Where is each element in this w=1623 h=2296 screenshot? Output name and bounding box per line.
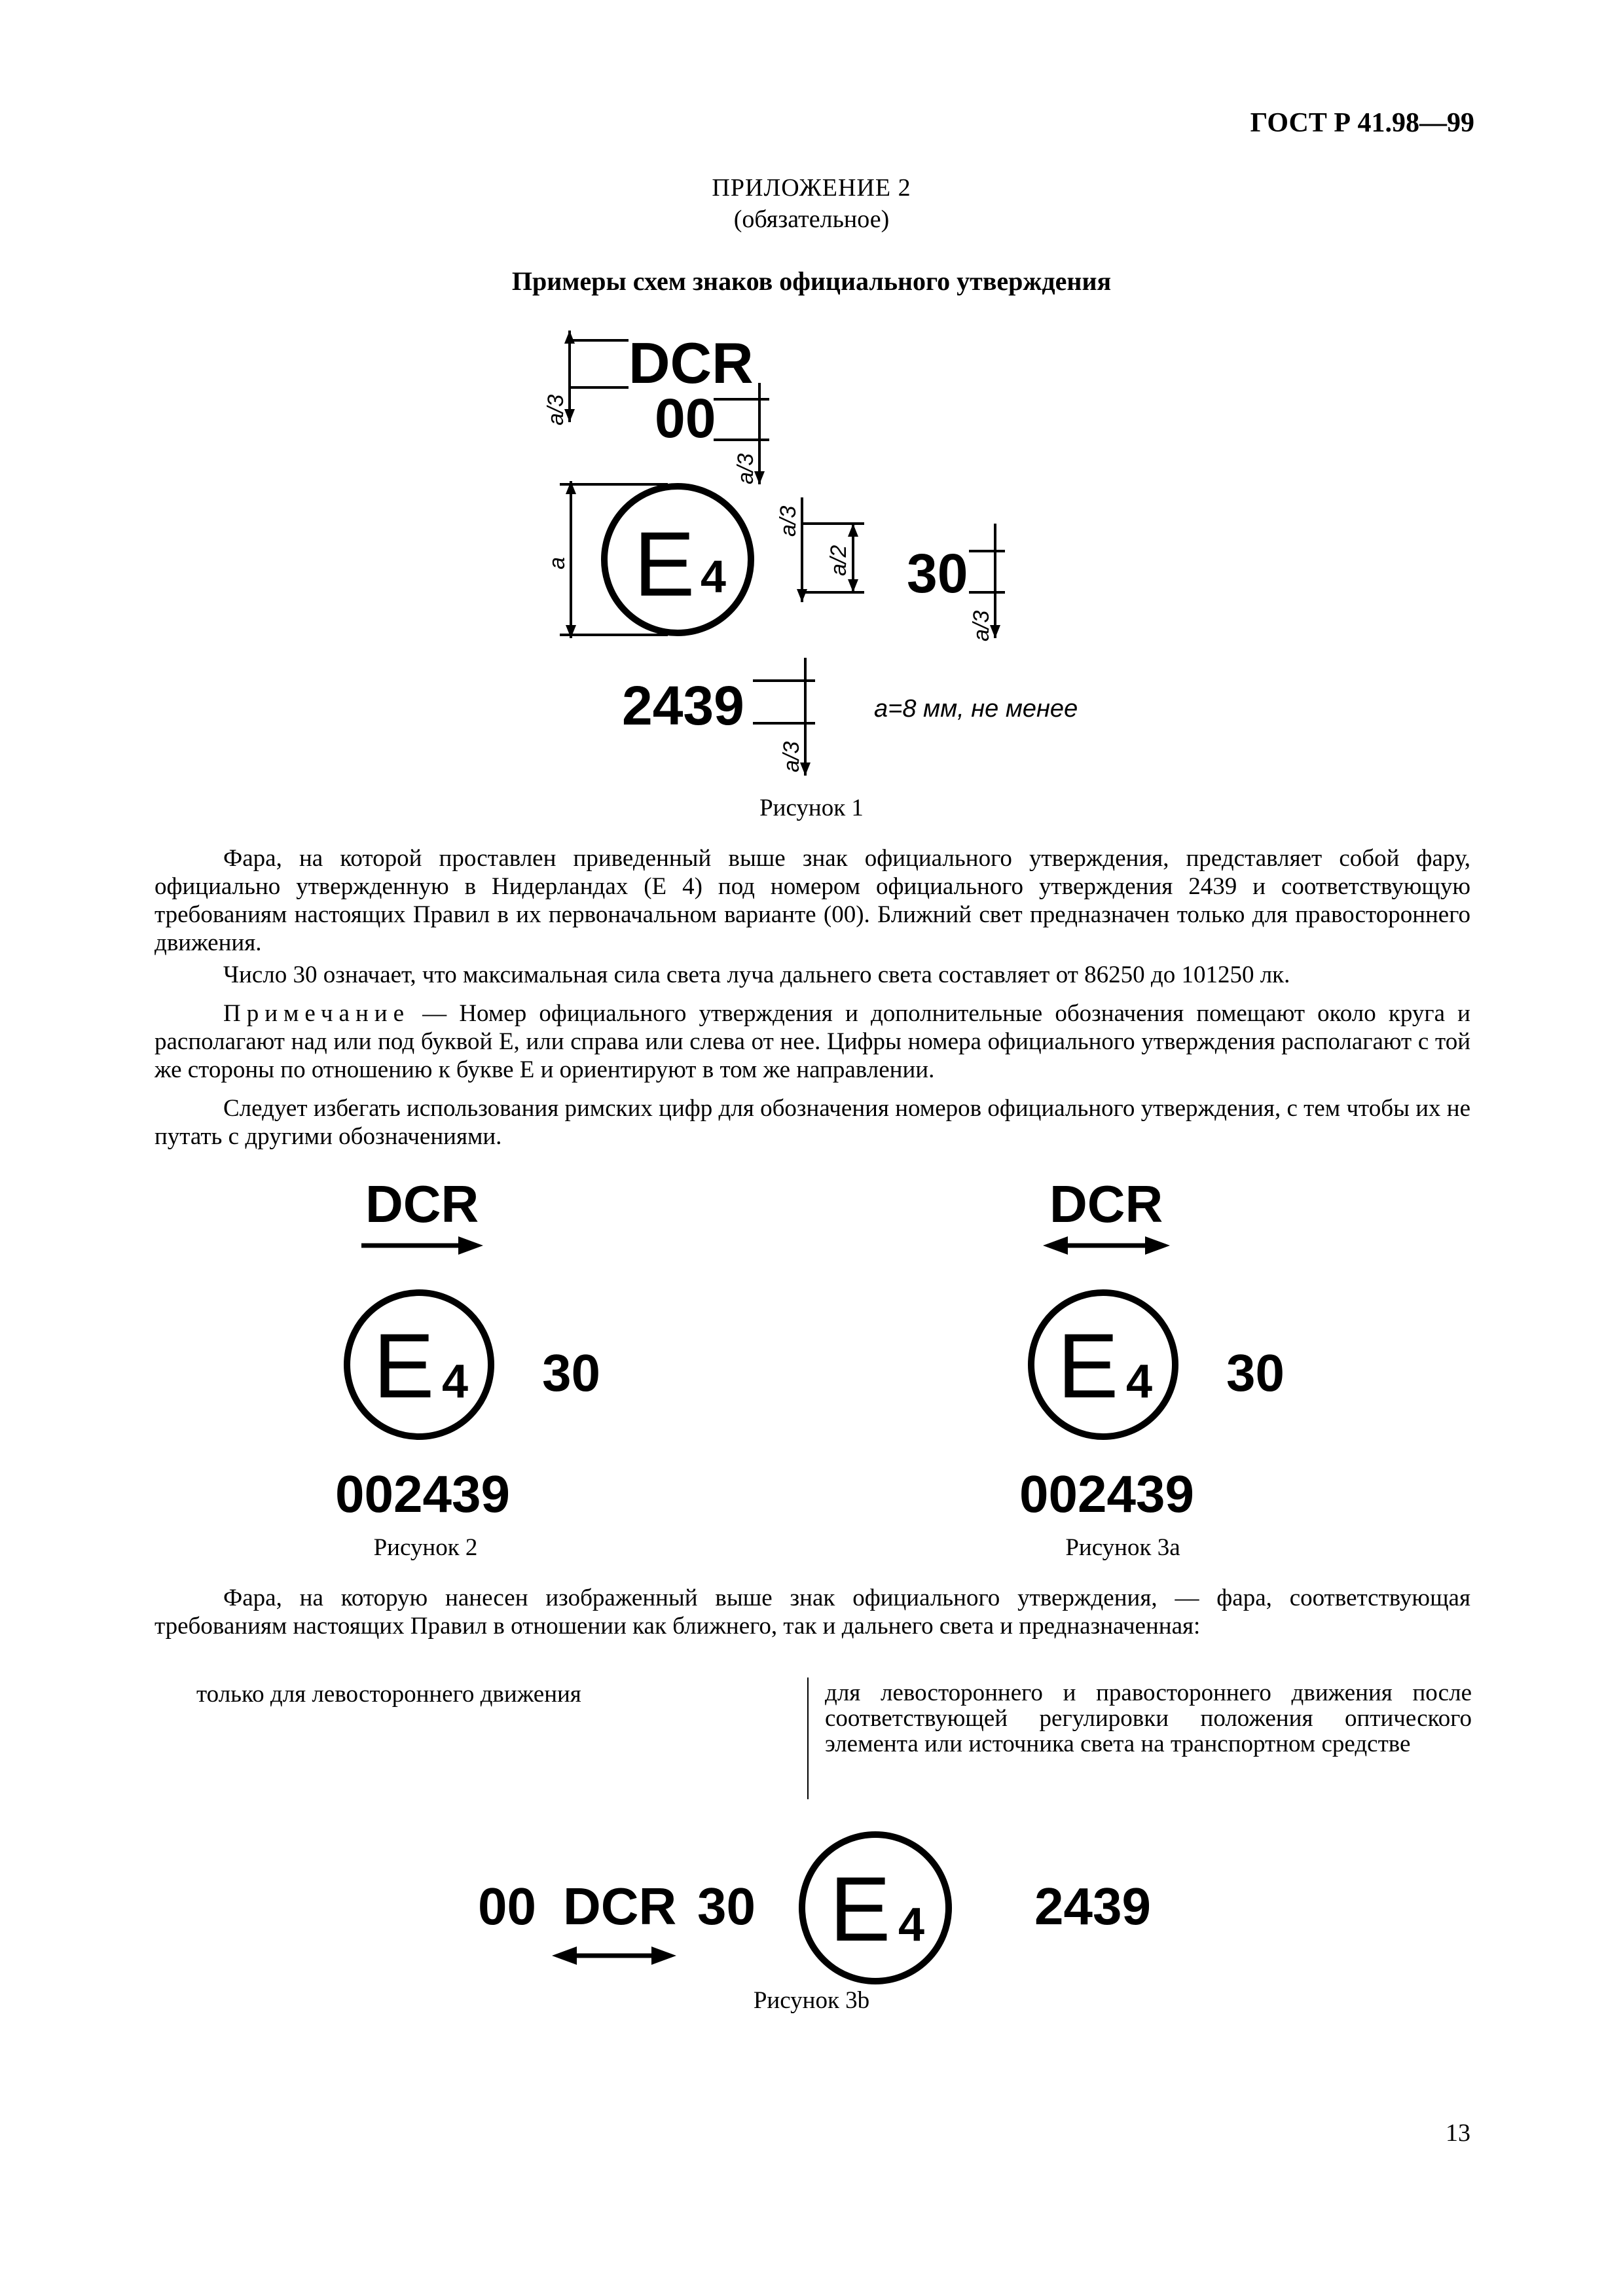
section-heading: Примеры схем знаков официального утверждения xyxy=(511,266,1112,296)
fig1-circle-number: 4 xyxy=(701,551,726,602)
standard-designation: ГОСТ Р 41.98—99 xyxy=(1250,108,1474,138)
paragraph-4-block xyxy=(155,1584,1470,1640)
dim-label-a3: a/3 xyxy=(776,505,801,537)
annex-title: ПРИЛОЖЕНИЕ 2 xyxy=(712,174,911,202)
arrow-right-icon xyxy=(651,1946,676,1965)
figure-1-approval-mark xyxy=(0,0,1623,818)
fig3b-circle-number: 4 xyxy=(898,1899,925,1951)
arrow-left-icon xyxy=(552,1946,577,1965)
page-number: 13 xyxy=(1446,2119,1470,2147)
paragraph-2: Число 30 означает, что максимальная сила света луча дальнего света составляет от 86250 до 101250 лк. xyxy=(223,961,1290,988)
paragraph-1: Фара, на которой проставлен приведенный выше знак официального утверждения, представляет собой фару, официально утвержденную в Нидерландах (Е 4) под номером официального утверждения 2439 и соответствующую требованиям настоящих Правил в их первоначальном варианте (00). Ближний свет предназначен только для правостороннего движения. xyxy=(155,845,1470,956)
annex-subtitle: (обязательное) xyxy=(733,206,890,233)
fig1-circle-letter: E xyxy=(634,512,695,615)
fig3a-circle-number: 4 xyxy=(1126,1355,1153,1408)
dim-label-a3: a/3 xyxy=(779,741,804,772)
arrow-right-icon xyxy=(458,1236,483,1255)
fig3a-side-number: 30 xyxy=(1226,1344,1285,1402)
fig2-dcr-text: DCR xyxy=(365,1175,479,1233)
dim-label-a3: a/3 xyxy=(733,453,758,484)
figure-3b-caption: Рисунок 3b xyxy=(753,1987,870,2014)
fig3a-dcr-text: DCR xyxy=(1049,1175,1163,1233)
fig2-circle-number: 4 xyxy=(442,1355,469,1408)
column-right-text: для левостороннего и правостороннего движения после соответствующей регулировки положения оптического элемента или источника света на транспортном средстве xyxy=(825,1679,1472,1757)
body-text xyxy=(155,844,1470,1151)
dim-label-a3: a/3 xyxy=(543,394,568,425)
fig3b-dcr-text: DCR xyxy=(563,1877,677,1935)
fig3a-circle-letter: E xyxy=(1057,1314,1119,1417)
paragraph-4: Фара, на которую нанесен изображенный выше знак официального утверждения, — фара, соответствующая требованиям настоящих Правил в отношении как ближнего, так и дальнего света и предназначенная: xyxy=(155,1585,1470,1640)
paragraph-3: Следует избегать использования римских цифр для обозначения номеров официального утверждения, с тем чтобы их не путать с другими обозначениями. xyxy=(155,1095,1470,1150)
figure-1-caption: Рисунок 1 xyxy=(759,795,864,821)
fig2-side-number: 30 xyxy=(542,1344,600,1402)
figure-2-approval-mark xyxy=(275,1172,701,1538)
note-paragraph xyxy=(155,999,1470,1084)
column-left-text: только для левостороннего движения xyxy=(196,1681,581,1708)
fig3b-circle-letter: E xyxy=(830,1857,891,1960)
figure-3a-caption: Рисунок 3a xyxy=(1065,1534,1180,1561)
arrow-left-icon xyxy=(1043,1236,1068,1255)
fig1-00-text: 00 xyxy=(655,387,716,449)
dim-label-a2: a/2 xyxy=(826,545,851,576)
fig1-side-number: 30 xyxy=(907,543,968,604)
fig3b-mid-number: 30 xyxy=(697,1877,756,1935)
fig2-approval-number: 002439 xyxy=(335,1465,510,1523)
fig3a-approval-number: 002439 xyxy=(1019,1465,1194,1523)
figure-2-caption: Рисунок 2 xyxy=(373,1534,478,1561)
fig1-approval-number: 2439 xyxy=(622,675,744,736)
figure-3a-approval-mark xyxy=(959,1172,1385,1538)
dim-label-a: a xyxy=(545,557,570,569)
dim-label-a3: a/3 xyxy=(969,610,994,641)
fig1-dcr-text: DCR xyxy=(629,331,754,395)
column-divider xyxy=(807,1677,809,1799)
note-label: Примечание xyxy=(223,1000,410,1027)
fig3b-prefix-number: 00 xyxy=(478,1877,536,1935)
fig3b-approval-number: 2439 xyxy=(1034,1877,1151,1935)
fig1-size-note: a=8 мм, не менее xyxy=(874,695,1078,723)
note-text: — Номер официального утверждения и дополнительные обозначения помещают около круга и располагают над или под буквой Е, или справа или слева от нее. Цифры номера официального утверждения располагают с той же стороны по отношению к букве Е и ориентируют в том же направлении. xyxy=(155,1000,1470,1083)
fig2-circle-letter: E xyxy=(373,1314,435,1417)
arrow-right-icon xyxy=(1145,1236,1170,1255)
figure-3b-approval-mark xyxy=(458,1806,1211,1990)
